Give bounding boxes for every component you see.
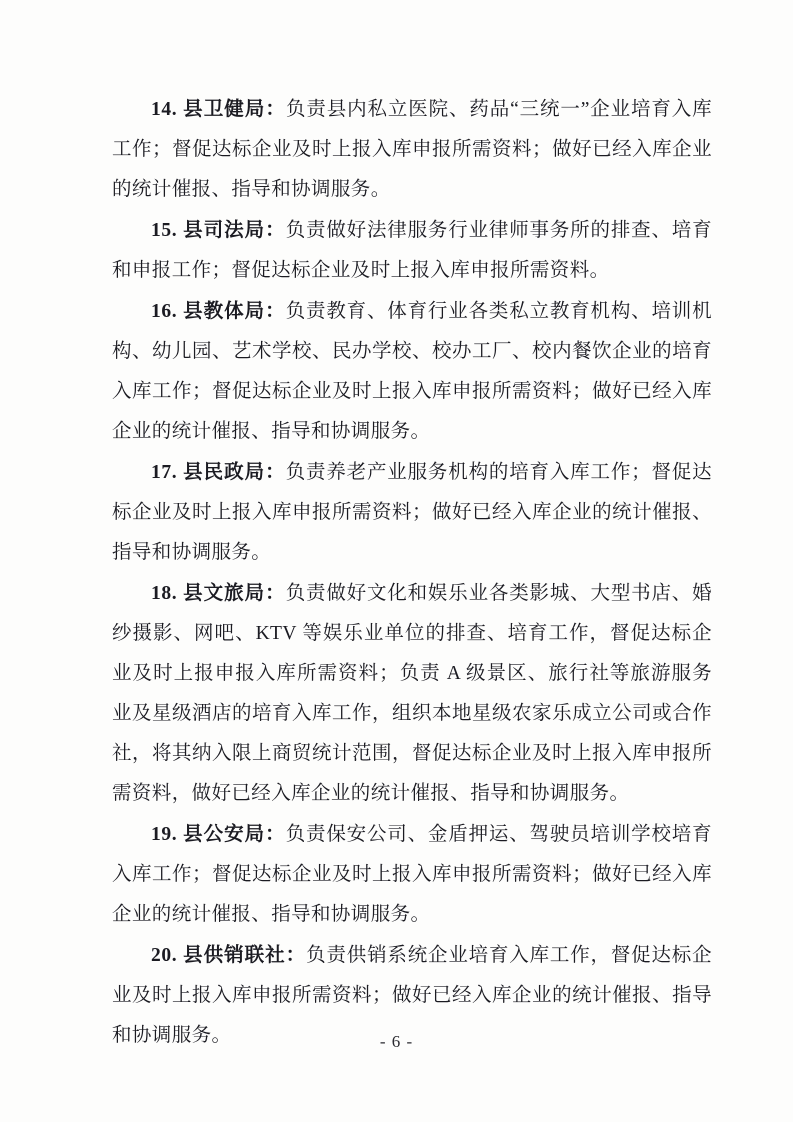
paragraph-16-lead: 16. 县教体局： [151, 301, 286, 322]
paragraph-15-lead: 15. 县司法局： [151, 220, 286, 241]
paragraph-18-text: 负责做好文化和娱乐业各类影城、大型书店、婚纱摄影、网吧、KTV 等娱乐业单位的排查、培育工作，督促达标企业及时上报申报入库所需资料；负责 A 级景区、旅行社等旅游服务业及星级酒店的培育入库工作，组织本地星级农家乐成立公司或合作社，将其纳入限上商贸统计范围，督促达标企业及时上报入库申报所需资料，做好已经入库企业的统计催报、指导和协调服务。 [112, 583, 713, 804]
paragraph-17-text: 负责养老产业服务机构的培育入库工作；督促达标企业及时上报入库申报所需资料；做好已经入库企业的统计催报、指导和协调服务。 [112, 462, 713, 563]
paragraph-16-text: 负责教育、体育行业各类私立教育机构、培训机构、幼儿园、艺术学校、民办学校、校办工厂、校内餐饮企业的培育入库工作；督促达标企业及时上报入库申报所需资料；做好已经入库企业的统计催报、指导和协调服务。 [112, 301, 713, 442]
paragraph-18 [112, 574, 712, 814]
paragraph-15 [112, 211, 712, 291]
paragraph-14 [112, 90, 712, 210]
paragraph-18-lead: 18. 县文旅局： [151, 583, 286, 604]
paragraph-17-lead: 17. 县民政局： [151, 462, 286, 483]
paragraph-20-lead: 20. 县供销联社： [151, 945, 307, 966]
paragraph-17 [112, 453, 712, 573]
paragraph-14-text: 负责县内私立医院、药品“三统一”企业培育入库工作；督促达标企业及时上报入库申报所需资料；做好已经入库企业的统计催报、指导和协调服务。 [112, 99, 712, 200]
paragraph-19-text: 负责保安公司、金盾押运、驾驶员培训学校培育入库工作；督促达标企业及时上报入库申报所需资料；做好已经入库企业的统计催报、指导和协调服务。 [112, 824, 713, 925]
page-footer [0, 1032, 793, 1052]
paragraph-15-text: 负责做好法律服务行业律师事务所的排查、培育和申报工作；督促达标企业及时上报入库申报所需资料。 [112, 220, 713, 281]
paragraph-19 [112, 815, 712, 935]
paragraph-20-text: 负责供销系统企业培育入库工作，督促达标企业及时上报入库申报所需资料；做好已经入库企业的统计催报、指导和协调服务。 [112, 945, 712, 1046]
document-body [112, 90, 712, 1057]
paragraph-19-lead: 19. 县公安局： [151, 824, 286, 845]
paragraph-16 [112, 292, 712, 452]
paragraph-14-lead: 14. 县卫健局： [151, 99, 286, 120]
page-number: - 6 - [379, 1032, 414, 1051]
